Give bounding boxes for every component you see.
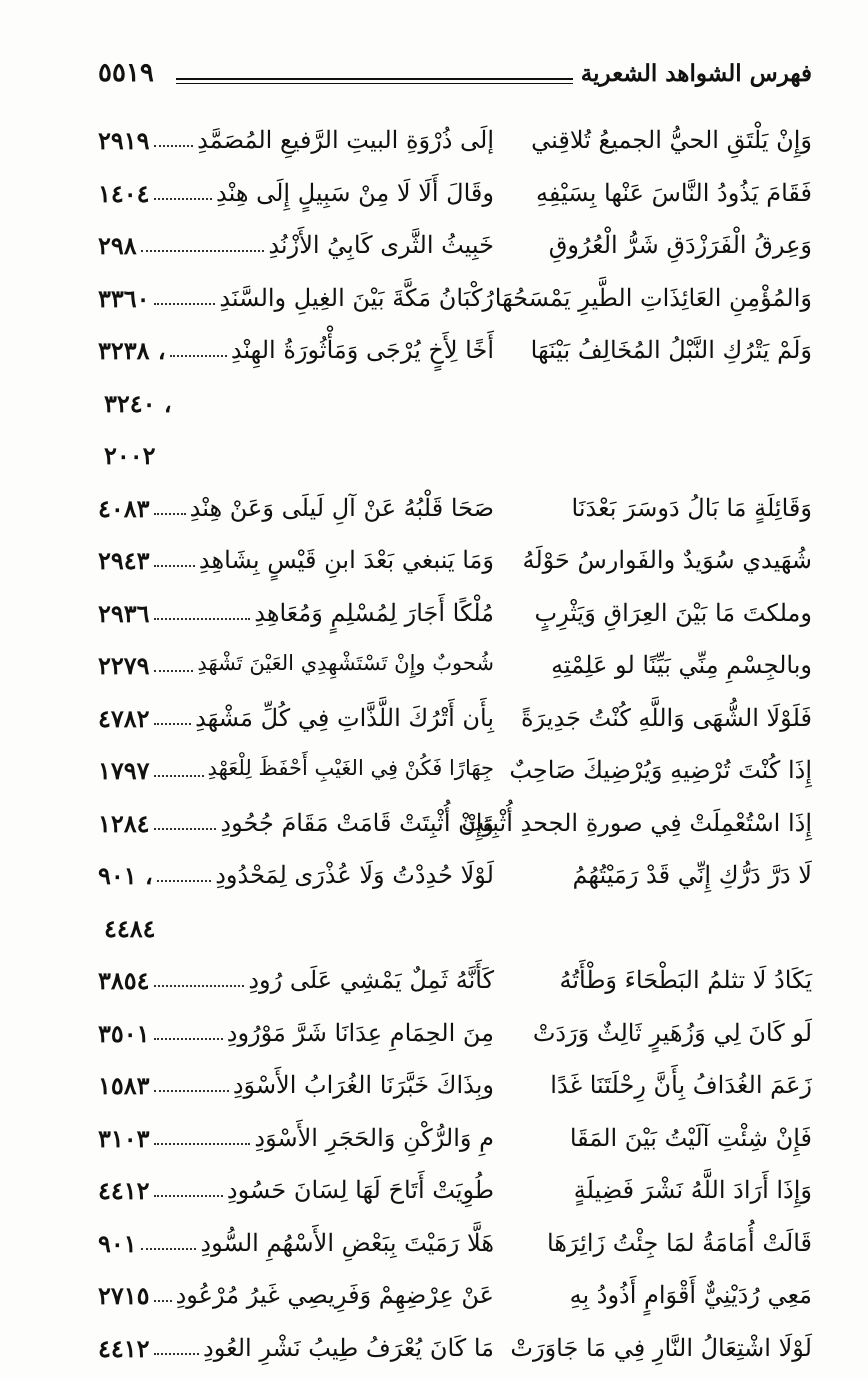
leader-dots [154, 1090, 229, 1092]
verse-second-hemistich: جِهَارًا فَكُنْ فِي الغَيْبِ أَحْفَظَ لِلْعَهْدِ [208, 756, 494, 780]
leader-dots [154, 670, 194, 672]
leader-dots [154, 1038, 223, 1040]
page-title: فهرس الشواهد الشعرية [573, 60, 812, 87]
verse-first-hemistich: فَلَوْلَا الشُّهَى وَاللَّهِ كُنْتُ جَدِيرَةً [532, 704, 812, 732]
verse-entry [98, 1223, 812, 1276]
verse-entry [98, 698, 812, 751]
verse-first-hemistich: إِذَا اسْتُعْمِلَتْ فِي صورةِ الجحدِ أُثْبِتَتْ [532, 809, 812, 837]
leader-dots [170, 355, 227, 357]
verse-reference-number: ٢٩٨ [98, 231, 137, 260]
verse-second-hemistich: خَبِيثُ الثَّرى كَابِيُ الأَزْنُدِ [268, 231, 494, 259]
verse-reference-number: ٣٨٥٤ [98, 966, 150, 995]
verse-reference-number: ٢٩٤٣ [98, 546, 150, 575]
verse-reference-number: ٢٧١٥ [98, 1281, 150, 1310]
verse-second-hemistich: مَا كَانَ يُعْرَفُ طِيبُ نَشْرِ العُودِ [203, 1334, 494, 1362]
leader-dots [154, 1195, 223, 1197]
verse-second-hemistich: وبِذَاكَ خَبَّرَنَا الغُرَابُ الأَسْوَدِ [233, 1071, 494, 1099]
verse-second-hemistich: رُكْبَانُ مَكَّةَ بَيْنَ الغِيلِ والسَّنَدِ [219, 284, 494, 312]
leader-dots [154, 1353, 199, 1355]
verse-second-hemistich: أَخًا لِأَخٍ يُرْجَى وَمَأْثُورَةُ الهِنْدِ [231, 336, 494, 364]
verse-reference-number: ٩٠١ ، [98, 861, 153, 890]
leader-dots [154, 723, 192, 725]
verse-entry [98, 278, 812, 331]
verse-first-hemistich: فَإِنْ شِئْتِ آلَيْتُ بَيْنَ المَقَا [532, 1124, 812, 1152]
verse-reference-number: ٣٥٠١ [98, 1019, 150, 1048]
leader-dots [157, 880, 211, 882]
leader-dots [154, 828, 217, 830]
leader-dots [154, 198, 212, 200]
verse-first-hemistich: قَالَتْ أُمَامَةُ لمَا جِئْتُ زَائِرَهَا [532, 1229, 812, 1257]
leader-dots [154, 618, 251, 620]
verse-reference-number: ٤٤١٢ [98, 1176, 150, 1205]
verse-entry [98, 1170, 812, 1223]
verse-entry [98, 383, 812, 436]
verse-reference-number: ٤٧٨٢ [98, 704, 150, 733]
verse-first-hemistich: وَالمُؤْمِنِ العَائِذَاتِ الطَّيرِ يَمْسَحُهَا [532, 284, 812, 312]
leader-dots [154, 775, 204, 777]
verse-reference-number: ٤٠٨٣ [98, 494, 150, 523]
verse-first-hemistich: لَا دَرَّ دَرُّكِ إِنِّي قَدْ رَمَيْتُهُمُ [532, 861, 812, 889]
verse-reference-number: ٩٠١ [98, 1229, 137, 1258]
verse-second-hemistich: وقَالَ أَلَا لَا مِنْ سَبِيلٍ إِلَى هِنْدِ [216, 179, 494, 207]
verse-reference-number: ٣٢٤٠ ، [104, 389, 172, 418]
verse-first-hemistich: وَلَمْ يَتْرُكِ النَّبْلُ المُخَالِفُ بَيْنَهَا [532, 336, 812, 364]
verse-first-hemistich: فَقَامَ يَذُودُ النَّاسَ عَنْها بِسَيْفِهِ [532, 179, 812, 207]
verse-entry [98, 173, 812, 226]
verse-entry [98, 593, 812, 646]
verse-entry [98, 120, 812, 173]
verse-reference-number: ٣٢٣٨ ، [98, 336, 166, 365]
verse-second-hemistich: كَأَنَّهُ ثَمِلٌ يَمْشِي عَلَى رُودِ [248, 966, 494, 994]
verse-entry [98, 855, 812, 908]
leader-dots [154, 1143, 251, 1145]
verse-first-hemistich: مَعِي رُدَيْنِيٌّ أَقْوَامٍ أَذُودُ بِهِ [532, 1281, 812, 1309]
verse-first-hemistich: لَوْلَا اشْتِعَالُ النَّارِ فِي مَا جَاوَرَتْ [532, 1334, 812, 1362]
verse-first-hemistich: يَكَادُ لَا تثلمُ البَطْحَاءَ وَطْأَتُهُ [532, 966, 812, 994]
verse-reference-number: ٤٤٨٤ [104, 914, 156, 943]
verse-second-hemistich: لَوْلَا حُدِدْتُ وَلَا عُذْرَى لِمَحْدُودِ [215, 861, 494, 889]
verse-reference-number: ٢٠٠٢ [104, 441, 156, 470]
verse-second-hemistich: مِنَ الحِمَامِ عِدَانَا شَرَّ مَوْرُودِ [227, 1019, 494, 1047]
verse-first-hemistich: إِذَا كُنْتَ تُرْضِيهِ وَيُرْضِيكَ صَاحِبٌ [532, 756, 812, 784]
verse-second-hemistich: مُلْكًا أَجَارَ لِمُسْلِمٍ وَمُعَاهِدِ [254, 599, 494, 627]
verse-second-hemistich: إلَى ذُرْوَةِ البيتِ الرَّفيعِ المُصَمَّدِ [197, 126, 494, 154]
verse-entry [98, 488, 812, 541]
verse-entry [98, 908, 812, 961]
verse-second-hemistich: طُوِيَتْ أَتَاحَ لَهَا لِسَانَ حَسُودِ [227, 1176, 494, 1204]
verse-second-hemistich: شُحوبٌ وإِنْ تَسْتَشْهِدِي العَيْنَ تَشْهَدِ [197, 651, 494, 675]
leader-dots [154, 1300, 172, 1302]
verse-first-hemistich: وَعِرقُ الْفَرَزْدَقِ شَرُّ الْعُرُوقِ [532, 231, 812, 259]
leader-dots [154, 145, 194, 147]
verse-first-hemistich: وبالجِسْمِ مِنِّي بَيِّنًا لو عَلِمْتِهِ [532, 651, 812, 679]
verse-second-hemistich: وَإِنْ أُثْبِتَتْ قَامَتْ مَقَامَ جُحُودِ [220, 809, 494, 837]
leader-dots [141, 250, 265, 252]
verse-first-hemistich: وَقَائِلَةٍ مَا بَالُ دَوسَرَ بَعْدَنَا [532, 494, 812, 522]
leader-dots [141, 1248, 197, 1250]
verse-entry [98, 750, 812, 803]
verse-first-hemistich: وملكتَ مَا بَيْنَ العِرَاقِ وَيَثْرِبٍ [532, 599, 812, 627]
leader-dots [154, 303, 216, 305]
leader-dots [154, 985, 245, 987]
verse-second-hemistich: عَنْ عِرْضِهِمْ وَفَرِيصِي غَيرُ مُرْعُودِ [176, 1281, 494, 1309]
verse-reference-number: ٢٩٣٦ [98, 599, 150, 628]
verse-entry [98, 1328, 812, 1380]
verse-second-hemistich: صَحَا قَلْبُهُ عَنْ آلِ لَيلَى وَعَنْ هِنْدِ [190, 494, 494, 522]
verse-reference-number: ١٧٩٧ [98, 756, 150, 785]
verse-entry [98, 435, 812, 488]
verse-entry [98, 1118, 812, 1171]
verse-first-hemistich: وَإِنْ يَلْتَقِ الحيُّ الجميعُ تُلاقِني [532, 126, 812, 154]
verse-entry [98, 645, 812, 698]
page-number: ٥٥١٩ [98, 58, 154, 88]
verse-entry [98, 330, 812, 383]
verse-entry [98, 540, 812, 593]
verse-reference-number: ٢٩١٩ [98, 126, 150, 155]
verse-first-hemistich: زَعَمَ الغُدَافُ بِأَنَّ رِحْلَتَنَا غَدًا [532, 1071, 812, 1099]
verse-reference-number: ٤٤١٢ [98, 1334, 150, 1363]
page-header [98, 58, 812, 108]
verse-second-hemistich: بِأَن أَتْرُكَ اللَّذَّاتِ فِي كُلِّ مَشْهَدِ [195, 704, 494, 732]
verse-reference-number: ٣١٠٣ [98, 1124, 150, 1153]
verse-reference-number: ١٢٨٤ [98, 809, 150, 838]
verse-first-hemistich: وَإِذَا أَرَادَ اللَّهُ نَشْرَ فَضِيلَةٍ [532, 1176, 812, 1204]
verse-entry [98, 1275, 812, 1328]
verse-second-hemistich: هَلَّا رَمَيْتَ بِبَعْضِ الأَسْهُمِ السُّودِ [200, 1229, 494, 1257]
leader-dots [154, 513, 186, 515]
verse-entry [98, 803, 812, 856]
verse-entry [98, 960, 812, 1013]
verse-reference-number: ١٤٠٤ [98, 179, 150, 208]
header-rule [176, 78, 630, 84]
verse-second-hemistich: وَمَا يَنبغي بَعْدَ ابنِ قَيْسٍ بِشَاهِدِ [199, 546, 494, 574]
verse-second-hemistich: مِ وَالرُّكْنِ وَالحَجَرِ الأَسْوَدِ [254, 1124, 494, 1152]
verse-reference-number: ٣٣٦٠ [98, 284, 150, 313]
verse-index-list [98, 120, 812, 1380]
verse-entry [98, 1065, 812, 1118]
leader-dots [154, 565, 195, 567]
verse-entry [98, 225, 812, 278]
verse-reference-number: ٢٢٧٩ [98, 651, 150, 680]
verse-first-hemistich: لَو كَانَ لِي وَزُهَيرٍ ثَالِثٌ وَرَدَتْ [532, 1019, 812, 1047]
verse-reference-number: ١٥٨٣ [98, 1071, 150, 1100]
verse-entry [98, 1013, 812, 1066]
verse-first-hemistich: شُهَيدي سُوَيدٌ والفَوارسُ حَوْلَهُ [532, 546, 812, 574]
